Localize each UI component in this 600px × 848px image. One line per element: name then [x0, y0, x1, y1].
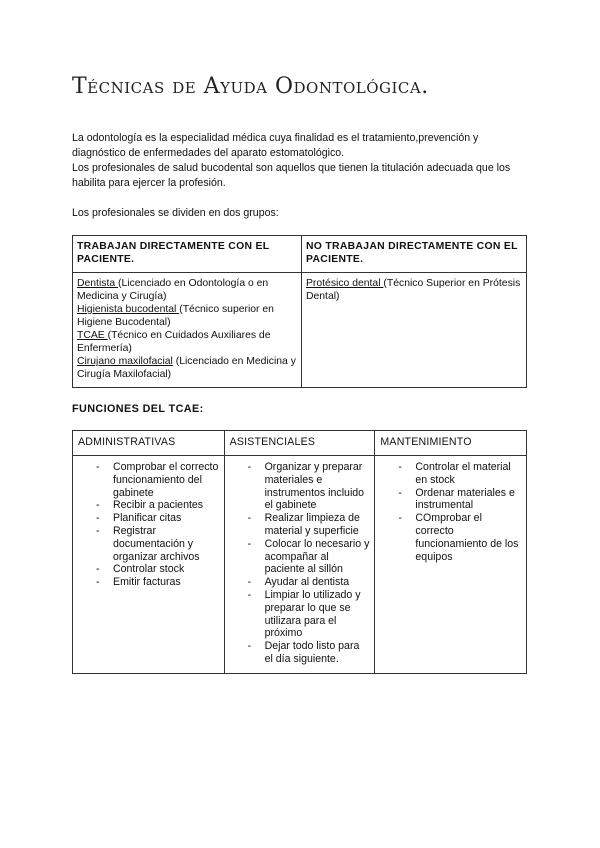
- list-item: - Dejar todo listo para el día siguiente.: [265, 640, 371, 666]
- list-item: - Controlar el material en stock: [415, 461, 522, 487]
- list-item: - Planificar citas: [113, 512, 220, 525]
- header-asistenciales: ASISTENCIALES: [224, 431, 375, 456]
- header-administrativas: ADMINISTRATIVAS: [73, 431, 225, 456]
- profession-name: Dentista: [77, 278, 119, 289]
- intro-paragraph-3: Los profesionales se dividen en dos grupos:: [72, 207, 279, 219]
- profession-item: [77, 355, 297, 381]
- direct-professions-cell: [73, 273, 302, 388]
- profession-desc: (Técnico superior en Higiene Bucodental): [77, 304, 274, 328]
- profession-desc: (Licenciado en Medicina y Cirugía Maxilofacial): [77, 356, 296, 380]
- profession-item: [306, 277, 522, 303]
- profession-item: [77, 303, 297, 329]
- header-indirect: NO TRABAJAN DIRECTAMENTE CON EL PACIENTE.: [302, 236, 527, 273]
- list-item: - Colocar lo necesario y acompañar al paciente al sillón: [265, 538, 371, 576]
- administrativas-list: [77, 461, 220, 589]
- list-item: - Limpiar lo utilizado y preparar lo que se utilizara para el próximo: [265, 589, 371, 640]
- professional-groups-table: [72, 235, 527, 388]
- list-item: - Controlar stock: [113, 563, 220, 576]
- list-item: - Realizar limpieza de material y superficie: [265, 512, 371, 538]
- profession-desc: (Técnico en Cuidados Auxiliares de Enfermería): [77, 330, 271, 354]
- mantenimiento-list: [379, 461, 522, 563]
- header-direct: TRABAJAN DIRECTAMENTE CON EL PACIENTE.: [73, 236, 302, 273]
- profession-name: Cirujano maxilofacial: [77, 356, 173, 367]
- list-item: - Ordenar materiales e instrumental: [415, 487, 522, 513]
- list-item: - Organizar y preparar materiales e instrumentos incluido el gabinete: [265, 461, 371, 512]
- page-title: Técnicas de Ayuda Odontológica.: [72, 74, 429, 99]
- profession-item: [77, 277, 297, 303]
- list-item: - Registrar documentación y organizar archivos: [113, 525, 220, 563]
- tcae-functions-table: [72, 430, 527, 674]
- asistenciales-cell: [224, 456, 375, 674]
- list-item: - Recibir a pacientes: [113, 499, 220, 512]
- intro-text-2: Los profesionales de salud bucodental son aquellos que tienen la titulación adecuada que los habilita para ejercer la profesión.: [72, 162, 511, 189]
- intro-paragraph-1: [72, 131, 532, 191]
- profession-desc: (Técnico Superior en Prótesis Dental): [306, 278, 521, 302]
- profession-desc: (Licenciado en Odontología o en Medicina y Cirugía): [77, 278, 269, 302]
- header-mantenimiento: MANTENIMIENTO: [375, 431, 527, 456]
- profession-name: Protésico dental: [306, 278, 384, 289]
- list-item: - Comprobar el correcto funcionamiento del gabinete: [113, 461, 220, 499]
- profession-item: [77, 329, 297, 355]
- indirect-professions-cell: [302, 273, 527, 388]
- functions-title: FUNCIONES DEL TCAE:: [72, 403, 204, 415]
- intro-text-1: La odontología es la especialidad médica cuya finalidad es el tratamiento,prevención y diagnóstico de enfermedades del aparato estomatológico.: [72, 132, 479, 159]
- mantenimiento-cell: [375, 456, 527, 674]
- profession-name: TCAE: [77, 330, 108, 341]
- asistenciales-list: [229, 461, 371, 666]
- list-item: - COmprobar el correcto funcionamiento de los equipos: [415, 512, 522, 563]
- list-item: - Ayudar al dentista: [265, 576, 371, 589]
- list-item: - Emitir facturas: [113, 576, 220, 589]
- administrativas-cell: [73, 456, 225, 674]
- profession-name: Higienista bucodental: [77, 304, 180, 315]
